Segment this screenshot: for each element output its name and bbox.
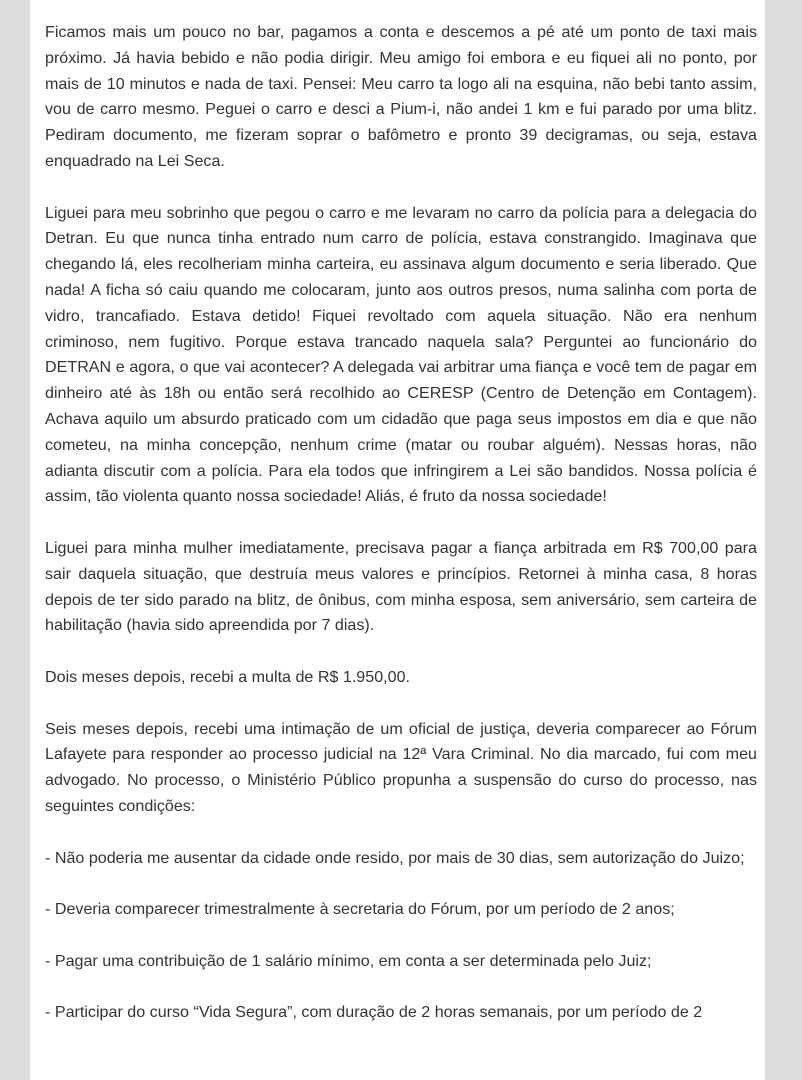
condition-item: - Pagar uma contribuição de 1 salário mínimo, em conta a ser determinada pelo Juiz; (45, 951, 652, 970)
article-page (30, 0, 765, 1080)
article-body (45, 20, 757, 1052)
condition-item: - Deveria comparecer trimestralmente à secretaria do Fórum, por um período de 2 anos; (45, 900, 675, 919)
paragraph-bar-blitz: Ficamos mais um pouco no bar, pagamos a conta e descemos a pé até um ponto de taxi mais próximo. Já havia bebido e não podia dirigir. Meu amigo foi embora e eu fiquei ali no ponto, por mais de 10 minutos e nada de taxi. Pensei: Meu carro ta logo ali na esquina, não bebi tanto assim, vou de carro mesmo. Peguei o carro e desci a Pium-i, não andei 1 km e fui parado por uma blitz. Pediram documento, me fizeram soprar o bafômetro e pronto 39 decigramas, ou seja, estava enquadrado na Lei Seca. (45, 23, 757, 170)
paragraph-bail-payment: Liguei para minha mulher imediatamente, precisava pagar a fiança arbitrada em R$ 700,00 para sair daquela situação, que destruía meus valores e princípios. Retornei à minha casa, 8 horas depois de ter sido parado na blitz, de ônibus, com minha esposa, sem aniversário, sem carteira de habilitação (havia sido apreendida por 7 dias). (45, 538, 757, 635)
condition-item: - Não poderia me ausentar da cidade onde resido, por mais de 30 dias, sem autorização do Juizo; (45, 848, 745, 867)
paragraph-detran-detention: Liguei para meu sobrinho que pegou o carro e me levaram no carro da polícia para a delegacia do Detran. Eu que nunca tinha entrado num carro de polícia, estava constrangido. Imaginava que chegando lá, eles recolheriam minha carteira, eu assinava algum documento e seria liberado. Que nada! A ficha só caiu quando me colocaram, junto aos outros presos, numa salinha com porta de vidro, trancafiado. Estava detido! Fiquei revoltado com aquela situação. Não era nenhum criminoso, nem fugitivo. Porque estava trancado naquela sala? Perguntei ao funcionário do DETRAN e agora, o que vai acontecer? A delegada vai arbitrar uma fiança e você tem de pagar em dinheiro até às 18h ou então será recolhido ao CERESP (Centro de Detenção em Contagem). Achava aquilo um absurdo praticado com um cidadão que paga seus impostos em dia e que não cometeu, na minha concepção, nenhum crime (matar ou roubar alguém). Nessas horas, não adianta discutir com a polícia. Para ela todos que infringirem a Lei são bandidos. Nossa polícia é assim, tão violenta quanto nossa sociedade! Aliás, é fruto da nossa sociedade! (45, 203, 757, 506)
condition-item: - Participar do curso “Vida Segura”, com duração de 2 horas semanais, por um período de 2 (45, 1003, 703, 1022)
paragraph-fine: Dois meses depois, recebi a multa de R$ 1.950,00. (45, 667, 410, 686)
paragraph-court-summons: Seis meses depois, recebi uma intimação de um oficial de justiça, deveria comparecer ao Fórum Lafayete para responder ao processo judicial na 12ª Vara Criminal. No dia marcado, fui com meu advogado. No processo, o Ministério Público propunha a suspensão do curso do processo, nas seguintes condições: (45, 719, 757, 815)
